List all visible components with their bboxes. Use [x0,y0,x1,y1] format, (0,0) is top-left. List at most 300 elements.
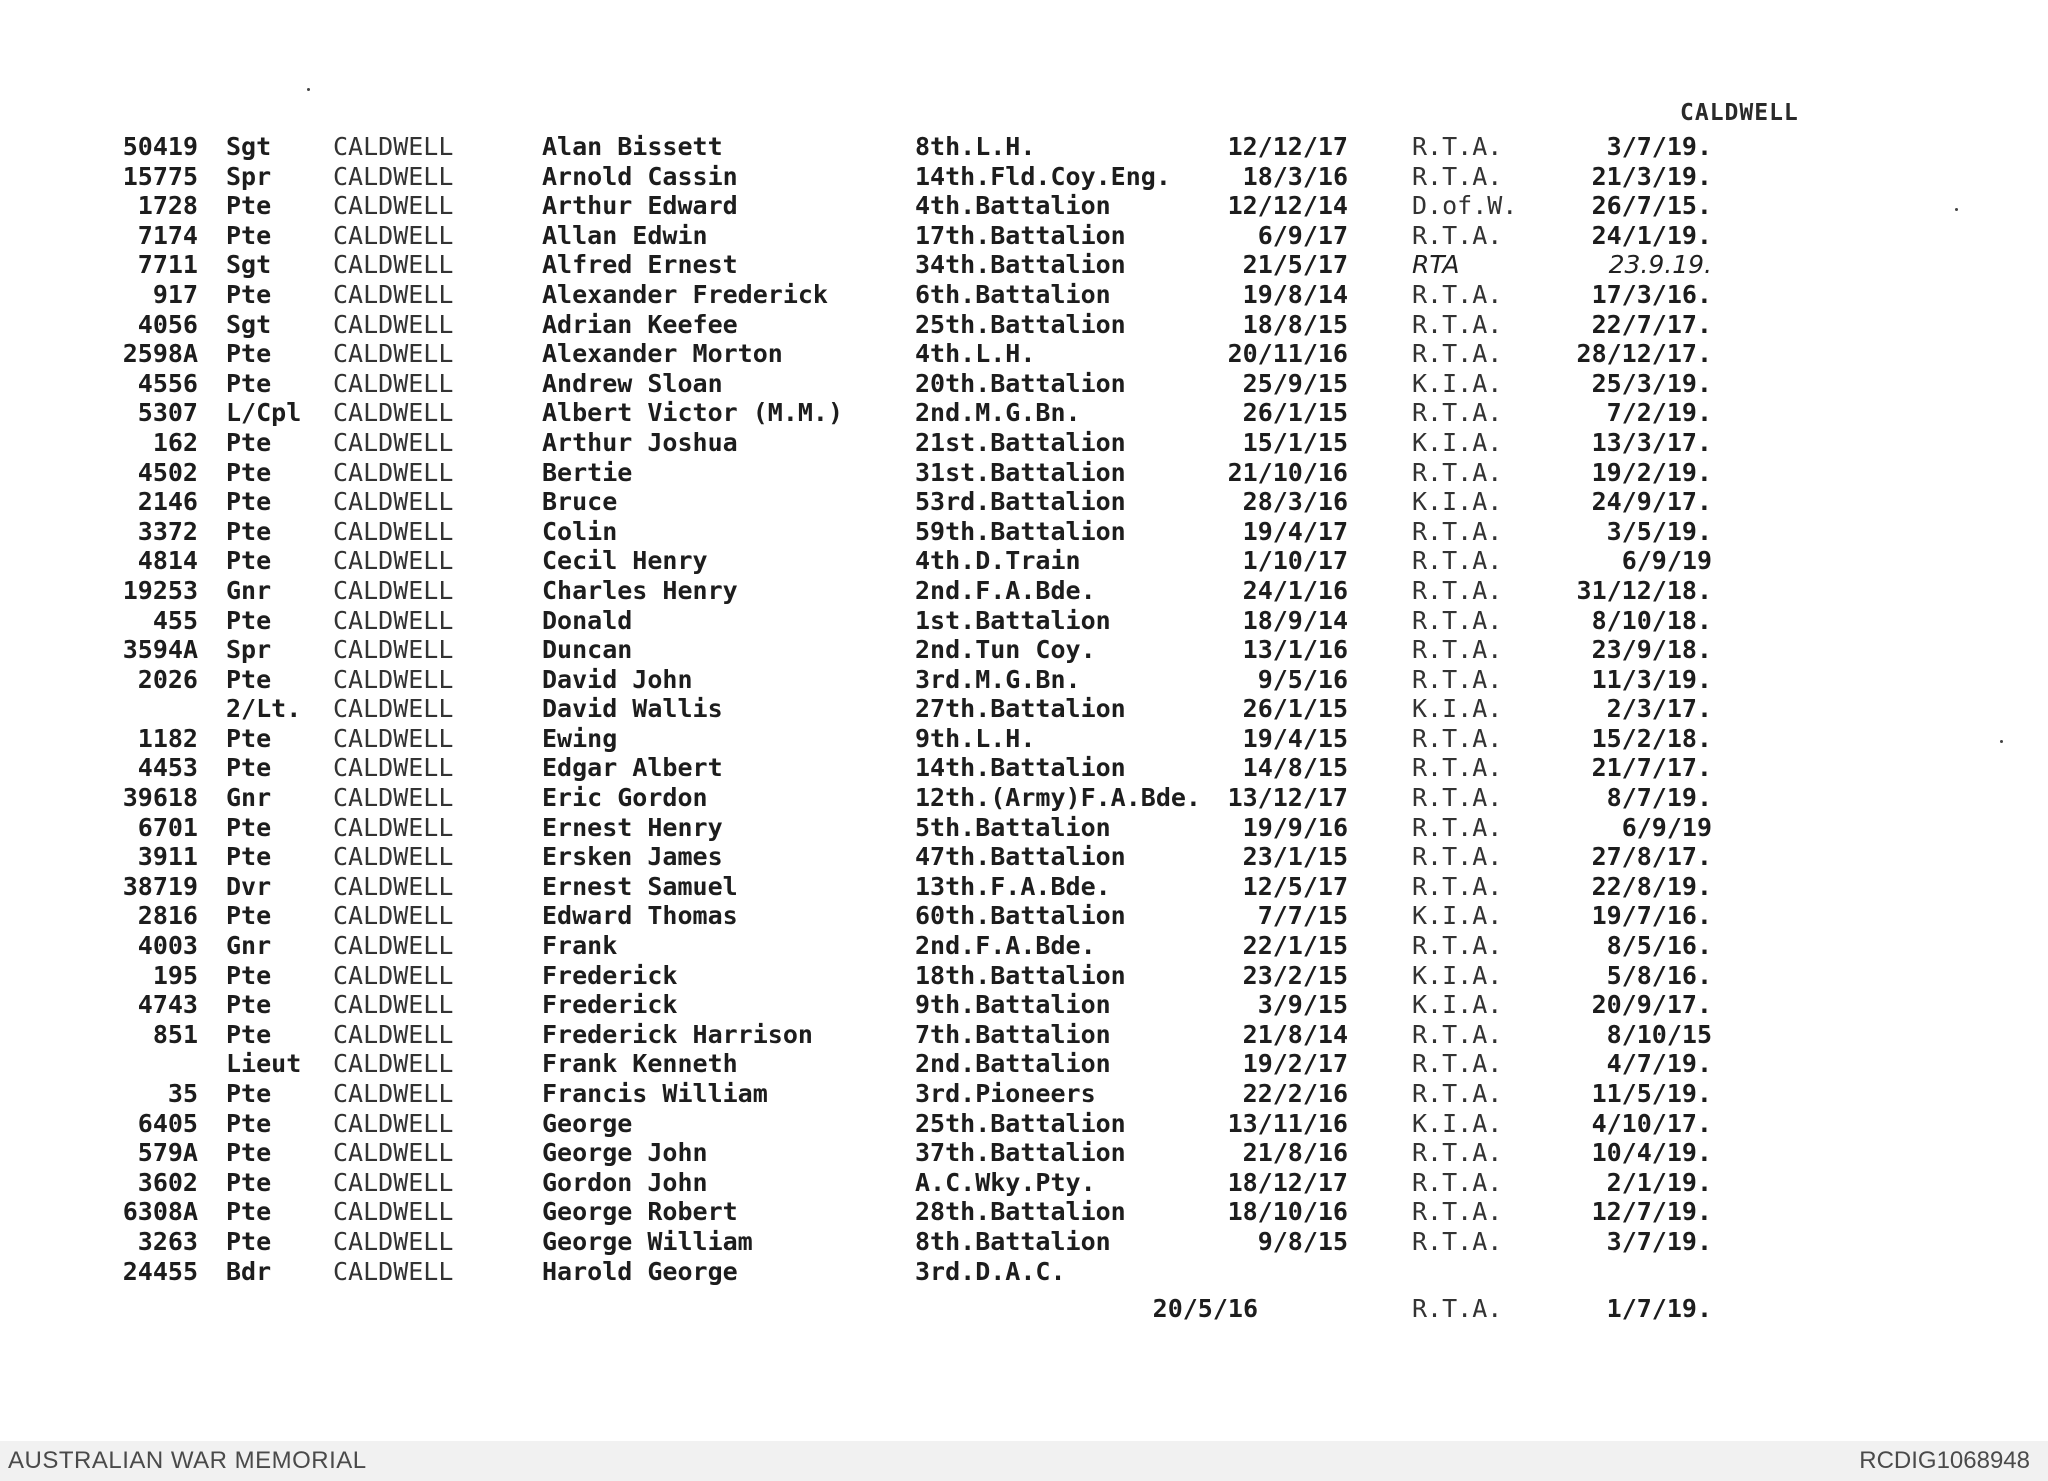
given-names: Harold George [542,1256,738,1286]
fate: R.T.A. [1412,161,1503,191]
fate: R.T.A. [1412,931,1503,961]
service-number: 917 [152,279,198,309]
given-names: Edward Thomas [542,901,738,931]
roll-row [90,842,1970,872]
rank: Pte [226,546,272,576]
roll-row [90,517,1970,547]
given-names: George Robert [542,1197,738,1227]
fate: R.T.A. [1412,1197,1503,1227]
fate-date: 21/3/19. [1591,161,1712,191]
unit: 2nd.Battalion [915,1049,1111,1079]
surname: CALDWELL [333,575,454,605]
rank: Gnr [226,931,272,961]
surname: CALDWELL [333,457,454,487]
service-number: 3602 [137,1167,198,1197]
fate: R.T.A. [1412,279,1503,309]
fate-date: 2/1/19. [1606,1167,1712,1197]
unit: 37th.Battalion [915,1138,1126,1168]
unit: 8th.Battalion [915,1226,1111,1256]
roll-row [90,191,1970,221]
given-names: Edgar Albert [542,753,723,783]
record-id: RCDIG1068948 [1859,1447,2030,1474]
fate-date: 6/9/19 [1621,812,1712,842]
surname: CALDWELL [333,427,454,457]
rank: Pte [226,901,272,931]
unit: 3rd.D.A.C. [915,1256,1066,1286]
given-names: Bertie [542,457,633,487]
unit: 3rd.Pioneers [915,1079,1096,1108]
service-number: 38719 [122,871,198,901]
fate: R.T.A. [1412,309,1503,339]
rank: Pte [226,1019,272,1049]
roll-row [90,901,1970,931]
rank: Pte [226,753,272,783]
fate: R.T.A. [1412,132,1503,161]
fate-date: 8/10/15 [1606,1019,1712,1049]
fate-date: 7/2/19. [1606,398,1712,428]
fate-date: 27/8/17. [1591,842,1712,872]
surname: CALDWELL [333,635,454,665]
fate-date: 12/7/19. [1591,1197,1712,1227]
ink-speck [1955,208,1958,211]
fate-date: 19/7/16. [1591,901,1712,931]
roll-row [90,961,1970,991]
unit: 34th.Battalion [915,250,1126,280]
service-number: 1728 [137,191,198,221]
enlistment-date: 25/9/15 [1242,368,1348,398]
surname: CALDWELL [333,339,454,369]
unit: 2nd.F.A.Bde. [915,931,1096,961]
fate-date: 31/12/18. [1576,575,1712,605]
given-names: Charles Henry [542,575,738,605]
unit: 6th.Battalion [915,279,1111,309]
unit: 14th.Fld.Coy.Eng. [915,161,1171,191]
service-number: 195 [152,960,198,990]
given-names: Gordon John [542,1167,708,1197]
rank: Pte [226,1167,272,1197]
fate: R.T.A. [1412,842,1503,872]
rank: L/Cpl [226,398,302,428]
surname: CALDWELL [333,1108,454,1138]
service-number: 4556 [137,368,198,398]
enlistment-date: 15/1/15 [1242,427,1348,457]
unit: 2nd.F.A.Bde. [915,575,1096,605]
surname: CALDWELL [333,398,454,428]
enlistment-date: 19/2/17 [1242,1049,1348,1079]
fate: R.T.A. [1412,1138,1503,1168]
enlistment-date: 23/1/15 [1242,842,1348,872]
given-names: Donald [542,605,633,635]
roll-row [90,753,1970,783]
unit: 47th.Battalion [915,842,1126,872]
fate-date: 11/5/19. [1591,1079,1712,1108]
roll-row [90,1138,1970,1168]
rank: Pte [226,1226,272,1256]
service-number: 35 [167,1079,198,1108]
service-number: 24455 [122,1256,198,1286]
enlistment-date: 21/8/16 [1242,1138,1348,1168]
enlistment-date: 3/9/15 [1257,990,1348,1020]
unit: 13th.F.A.Bde. [915,871,1111,901]
given-names: Frederick [542,990,678,1020]
unit: 25th.Battalion [915,309,1126,339]
service-number: 19253 [122,575,198,605]
unit: 20th.Battalion [915,368,1126,398]
roll-row [90,694,1970,724]
enlistment-date: 18/10/16 [1227,1197,1348,1227]
given-names: Adrian Keefee [542,309,738,339]
surname: CALDWELL [333,220,454,250]
fate: R.T.A. [1412,220,1503,250]
rank: Pte [226,457,272,487]
given-names: Frederick [542,960,678,990]
fate: R.T.A. [1412,635,1503,665]
surname: CALDWELL [333,1079,454,1108]
service-number: 4056 [137,309,198,339]
rank: Pte [226,339,272,369]
surname: CALDWELL [333,487,454,517]
surname: CALDWELL [333,279,454,309]
service-number: 39618 [122,783,198,813]
unit: 28th.Battalion [915,1197,1126,1227]
roll-row [90,635,1970,665]
service-number: 1182 [137,723,198,753]
unit: 59th.Battalion [915,516,1126,546]
enlistment-date: 22/2/16 [1242,1079,1348,1108]
enlistment-date: 18/3/16 [1242,161,1348,191]
unit: 3rd.M.G.Bn. [915,664,1081,694]
given-names: Ernest Samuel [542,871,738,901]
given-names: David Wallis [542,694,723,724]
rank: Pte [226,368,272,398]
fate: R.T.A. [1412,753,1503,783]
unit: 4th.Battalion [915,191,1111,221]
rank: 2/Lt. [226,694,302,724]
fate-date: 17/3/16. [1591,279,1712,309]
roll-row [90,665,1970,695]
rank: Pte [226,812,272,842]
given-names: Allan Edwin [542,220,708,250]
surname: CALDWELL [333,664,454,694]
rank: Pte [226,1108,272,1138]
roll-row [90,280,1970,310]
surname: CALDWELL [333,1197,454,1227]
unit: 27th.Battalion [915,694,1126,724]
fate-date: 22/8/19. [1591,871,1712,901]
fate: R.T.A. [1412,575,1503,605]
given-names: Duncan [542,635,633,665]
enlistment-date: 7/7/15 [1257,901,1348,931]
enlistment-date: 21/8/14 [1242,1019,1348,1049]
rank: Pte [226,990,272,1020]
fate: D.of.W. [1412,191,1518,221]
roll-row [90,398,1970,428]
rank: Bdr [226,1256,272,1286]
unit: 53rd.Battalion [915,487,1126,517]
last-date: 1/7/19. [1606,1294,1712,1323]
unit: 7th.Battalion [915,1019,1111,1049]
enlistment-date: 12/5/17 [1242,871,1348,901]
rank: Pte [226,516,272,546]
service-number: 6701 [137,812,198,842]
enlistment-date: 18/12/17 [1227,1167,1348,1197]
rank: Pte [226,1138,272,1168]
enlistment-date: 26/1/15 [1242,398,1348,428]
enlistment-date: 13/1/16 [1242,635,1348,665]
enlistment-date: 28/3/16 [1242,487,1348,517]
service-number: 162 [152,427,198,457]
rank: Pte [226,1197,272,1227]
fate: R.T.A. [1412,1019,1503,1049]
service-number: 6308A [122,1197,198,1227]
fate: R.T.A. [1412,457,1503,487]
fate: K.I.A. [1412,368,1503,398]
service-number: 50419 [122,132,198,161]
fate-date: 5/8/16. [1606,960,1712,990]
fate-date: 10/4/19. [1591,1138,1712,1168]
rank: Pte [226,664,272,694]
roll-row [90,339,1970,369]
fate-date: 3/7/19. [1606,1226,1712,1256]
given-names: Frederick Harrison [542,1019,813,1049]
unit: 12th.(Army)F.A.Bde. [915,783,1201,813]
service-number: 7174 [137,220,198,250]
given-names: George [542,1108,633,1138]
given-names: Albert Victor (M.M.) [542,398,844,428]
roll-row [90,1197,1970,1227]
given-names: Alan Bissett [542,132,723,161]
fate: RTA [1412,250,1460,280]
roll-row [90,1227,1970,1257]
rank: Pte [226,220,272,250]
fate: R.T.A. [1412,1167,1503,1197]
given-names: George William [542,1226,753,1256]
unit: A.C.Wky.Pty. [915,1167,1096,1197]
fate-date: 28/12/17. [1576,339,1712,369]
fate: R.T.A. [1412,1079,1503,1108]
surname: CALDWELL [333,1138,454,1168]
fate-date: 15/2/18. [1591,723,1712,753]
unit: 8th.L.H. [915,132,1036,161]
service-number: 4502 [137,457,198,487]
surname: CALDWELL [333,605,454,635]
fate: R.T.A. [1412,516,1503,546]
given-names: Eric Gordon [542,783,708,813]
unit: 1st.Battalion [915,605,1111,635]
fate-date: 21/7/17. [1591,753,1712,783]
service-number: 2026 [137,664,198,694]
given-names: Arthur Joshua [542,427,738,457]
service-number: 6405 [137,1108,198,1138]
roll-row [90,931,1970,961]
last-enlisted: 20/5/16 [1152,1294,1258,1323]
roll-row [90,369,1970,399]
roll-row [90,872,1970,902]
archive-footer [0,1441,2048,1481]
unit: 4th.D.Train [915,546,1081,576]
fate: K.I.A. [1412,427,1503,457]
last-fate: R.T.A. [1412,1294,1503,1323]
surname: CALDWELL [333,901,454,931]
surname: CALDWELL [333,723,454,753]
surname: CALDWELL [333,250,454,280]
roll-list [90,132,1970,1286]
fate-date: 8/10/18. [1591,605,1712,635]
fate-date: 20/9/17. [1591,990,1712,1020]
given-names: Alexander Frederick [542,279,828,309]
given-names: Ernest Henry [542,812,723,842]
service-number: 3263 [137,1226,198,1256]
rank: Pte [226,960,272,990]
enlistment-date: 13/12/17 [1227,783,1348,813]
roll-row [90,458,1970,488]
service-number: 3372 [137,516,198,546]
rank: Pte [226,723,272,753]
enlistment-date: 22/1/15 [1242,931,1348,961]
unit: 2nd.Tun Coy. [915,635,1096,665]
roll-row [90,1168,1970,1198]
surname: CALDWELL [333,694,454,724]
surname: CALDWELL [333,1256,454,1286]
fate: K.I.A. [1412,901,1503,931]
rank: Pte [226,842,272,872]
given-names: David John [542,664,693,694]
enlistment-date: 9/8/15 [1257,1226,1348,1256]
fate-date: 22/7/17. [1591,309,1712,339]
service-number: 455 [152,605,198,635]
fate: K.I.A. [1412,1108,1503,1138]
fate-date: 24/1/19. [1591,220,1712,250]
roll-row [90,606,1970,636]
enlistment-date: 21/5/17 [1242,250,1348,280]
roll-row [90,724,1970,754]
fate: R.T.A. [1412,783,1503,813]
service-number: 3594A [122,635,198,665]
unit: 9th.Battalion [915,990,1111,1020]
fate: R.T.A. [1412,398,1503,428]
unit: 4th.L.H. [915,339,1036,369]
rank: Pte [226,605,272,635]
fate-date: 2/3/17. [1606,694,1712,724]
enlistment-date: 19/4/17 [1242,516,1348,546]
surname: CALDWELL [333,960,454,990]
given-names: Arnold Cassin [542,161,738,191]
enlistment-date: 20/11/16 [1227,339,1348,369]
fate: R.T.A. [1412,339,1503,369]
fate: K.I.A. [1412,487,1503,517]
unit: 31st.Battalion [915,457,1126,487]
rank: Gnr [226,575,272,605]
enlistment-date: 19/4/15 [1242,723,1348,753]
roll-row [90,813,1970,843]
enlistment-date: 9/5/16 [1257,664,1348,694]
service-number: 4814 [137,546,198,576]
fate-date: 25/3/19. [1591,368,1712,398]
rank: Spr [226,635,272,665]
surname-header: CALDWELL [1680,100,1799,126]
roll-row [90,546,1970,576]
rank: Pte [226,427,272,457]
fate-date: 11/3/19. [1591,664,1712,694]
rank: Gnr [226,783,272,813]
enlistment-date: 19/9/16 [1242,812,1348,842]
fate-date: 3/7/19. [1606,132,1712,161]
roll-row [90,783,1970,813]
enlistment-date: 26/1/15 [1242,694,1348,724]
surname: CALDWELL [333,368,454,398]
service-number: 4743 [137,990,198,1020]
given-names: Ersken James [542,842,723,872]
given-names: Colin [542,516,618,546]
fate-date: 19/2/19. [1591,457,1712,487]
rank: Sgt [226,132,272,161]
given-names: Arthur Edward [542,191,738,221]
fate-date: 8/7/19. [1606,783,1712,813]
rank: Dvr [226,871,272,901]
enlistment-date: 12/12/14 [1227,191,1348,221]
enlistment-date: 14/8/15 [1242,753,1348,783]
unit: 25th.Battalion [915,1108,1126,1138]
fate-date: 23.9.19. [1608,250,1712,280]
given-names: Frank [542,931,618,961]
given-names: Alfred Ernest [542,250,738,280]
unit: 5th.Battalion [915,812,1111,842]
unit: 9th.L.H. [915,723,1036,753]
rank: Spr [226,161,272,191]
fate-date: 4/10/17. [1591,1108,1712,1138]
service-number: 851 [152,1019,198,1049]
enlistment-date: 19/8/14 [1242,279,1348,309]
rank: Lieut [226,1049,302,1079]
fate: K.I.A. [1412,990,1503,1020]
fate: R.T.A. [1412,871,1503,901]
fate: R.T.A. [1412,723,1503,753]
roll-row [90,1049,1970,1079]
enlistment-date: 18/9/14 [1242,605,1348,635]
given-names: Bruce [542,487,618,517]
fate: K.I.A. [1412,960,1503,990]
fate-date: 13/3/17. [1591,427,1712,457]
roll-row [90,428,1970,458]
fate: K.I.A. [1412,694,1503,724]
service-number: 4453 [137,753,198,783]
unit: 14th.Battalion [915,753,1126,783]
roll-row [90,576,1970,606]
enlistment-date: 1/10/17 [1242,546,1348,576]
ink-speck [2000,740,2003,743]
roll-row [90,1020,1970,1050]
service-number: 2816 [137,901,198,931]
roll-row [90,250,1970,280]
enlistment-date: 24/1/16 [1242,575,1348,605]
surname: CALDWELL [333,783,454,813]
fate-date: 26/7/15. [1591,191,1712,221]
roll-row [90,990,1970,1020]
unit: 21st.Battalion [915,427,1126,457]
surname: CALDWELL [333,132,454,161]
rank: Pte [226,1079,272,1108]
roll-row [90,310,1970,340]
roll-row [90,162,1970,192]
enlistment-date: 21/10/16 [1227,457,1348,487]
surname: CALDWELL [333,1019,454,1049]
rank: Sgt [226,309,272,339]
unit: 17th.Battalion [915,220,1126,250]
rank: Pte [226,487,272,517]
fate: R.T.A. [1412,1049,1503,1079]
fate-date: 23/9/18. [1591,635,1712,665]
surname: CALDWELL [333,516,454,546]
